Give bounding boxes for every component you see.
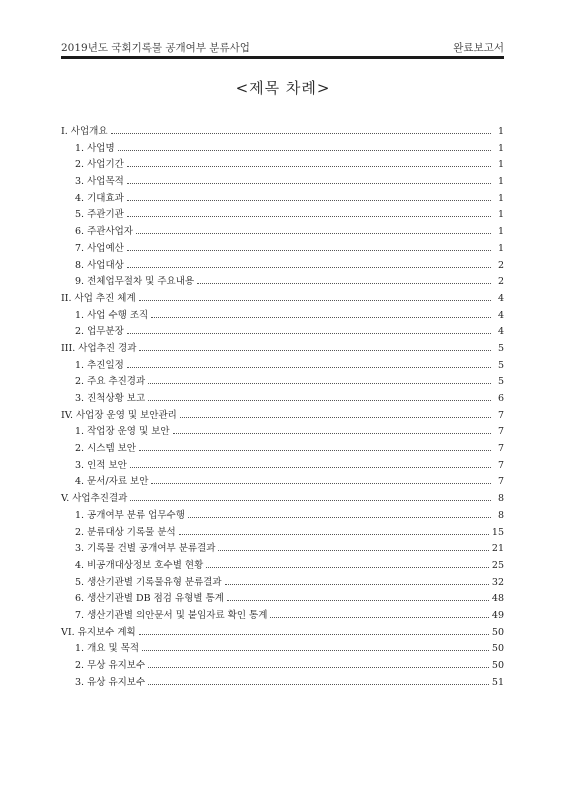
toc-page-number: 7	[497, 409, 504, 421]
toc-dot-leader	[148, 383, 491, 384]
toc-page-number: 7	[497, 426, 504, 438]
header-report-type: 완료보고서	[453, 42, 504, 54]
toc-entry-label: 4. 기대효과	[75, 192, 124, 204]
toc-dot-leader	[130, 500, 491, 501]
toc-dot-leader	[139, 450, 491, 451]
toc-section-entry[interactable]	[61, 491, 504, 508]
toc-subsection-entry[interactable]	[61, 374, 504, 391]
toc-page-number: 32	[491, 576, 504, 588]
toc-dot-leader	[139, 634, 489, 635]
toc-page-number: 2	[497, 276, 504, 288]
toc-dot-leader	[270, 617, 489, 618]
toc-section-entry[interactable]	[61, 124, 504, 141]
toc-entry-label: 9. 전체업무절차 및 주요내용	[75, 276, 195, 288]
toc-dot-leader	[227, 600, 489, 601]
toc-page-number: 4	[497, 292, 504, 304]
toc-page-number: 48	[491, 593, 504, 605]
table-of-contents	[61, 124, 504, 691]
toc-dot-leader	[136, 233, 491, 234]
toc-entry-label: 6. 생산기관별 DB 점검 유형별 통계	[75, 593, 224, 605]
toc-page-number: 51	[491, 676, 504, 688]
toc-dot-leader	[206, 567, 489, 568]
toc-entry-label: 7. 생산기관별 의안문서 및 붙임자료 확인 통계	[75, 609, 268, 621]
toc-subsection-entry[interactable]	[61, 424, 504, 441]
toc-dot-leader	[111, 133, 491, 134]
toc-subsection-entry[interactable]	[61, 207, 504, 224]
toc-subsection-entry[interactable]	[61, 675, 504, 692]
toc-page-number: 6	[497, 393, 504, 404]
toc-page-number: 50	[491, 660, 504, 671]
toc-entry-label: 3. 사업목적	[75, 176, 124, 188]
toc-page-number: 5	[497, 342, 504, 354]
toc-dot-leader	[127, 200, 491, 201]
toc-page-number: 50	[491, 626, 504, 638]
toc-dot-leader	[127, 267, 491, 268]
toc-entry-label: 2. 무상 유지보수	[75, 660, 146, 671]
toc-page-number: 1	[497, 142, 504, 154]
toc-page-number: 1	[497, 126, 504, 137]
toc-entry-label: 1. 개요 및 목적	[75, 643, 140, 655]
toc-subsection-entry[interactable]	[61, 575, 504, 592]
toc-subsection-entry[interactable]	[61, 541, 504, 558]
toc-section-entry[interactable]	[61, 408, 504, 425]
toc-entry-label: 4. 비공개대상정보 호수별 현황	[75, 559, 204, 571]
toc-entry-label: 2. 시스템 보안	[75, 443, 136, 455]
toc-subsection-entry[interactable]	[61, 608, 504, 625]
toc-dot-leader	[188, 517, 491, 518]
toc-entry-label: 2. 업무분장	[75, 326, 124, 338]
toc-entry-label: 1. 작업장 운영 및 보안	[75, 426, 170, 438]
toc-dot-leader	[151, 317, 491, 318]
toc-subsection-entry[interactable]	[61, 441, 504, 458]
toc-subsection-entry[interactable]	[61, 658, 504, 675]
toc-dot-leader	[179, 534, 489, 535]
toc-dot-leader	[127, 367, 491, 368]
toc-page-number: 5	[497, 359, 504, 371]
toc-entry-label: 6. 주관사업자	[75, 226, 133, 238]
toc-subsection-entry[interactable]	[61, 324, 504, 341]
toc-dot-leader	[127, 216, 491, 217]
toc-page-number: 8	[497, 493, 504, 505]
toc-entry-label: 1. 사업 수행 조직	[75, 309, 149, 321]
toc-subsection-entry[interactable]	[61, 308, 504, 325]
toc-page-number: 25	[491, 559, 504, 571]
toc-heading: <제목 차례>	[235, 79, 331, 97]
toc-dot-leader	[118, 150, 491, 151]
toc-entry-label: 3. 유상 유지보수	[75, 676, 146, 688]
toc-entry-label: 2. 분류대상 기록물 분석	[75, 526, 176, 538]
toc-dot-leader	[127, 250, 491, 251]
toc-page-number: 1	[497, 192, 504, 204]
page-header	[61, 38, 504, 56]
toc-dot-leader	[127, 183, 491, 184]
toc-subsection-entry[interactable]	[61, 258, 504, 275]
toc-entry-label: 2. 사업기간	[75, 159, 124, 171]
toc-dot-leader	[180, 417, 491, 418]
toc-subsection-entry[interactable]	[61, 224, 504, 241]
toc-subsection-entry[interactable]	[61, 458, 504, 475]
toc-dot-leader	[151, 483, 491, 484]
toc-page-number: 5	[497, 376, 504, 388]
toc-dot-leader	[197, 283, 491, 284]
toc-dot-leader	[142, 650, 489, 651]
header-project-title: 2019년도 국회기록물 공개여부 분류사업	[61, 42, 250, 54]
toc-subsection-entry[interactable]	[61, 641, 504, 658]
toc-subsection-entry[interactable]	[61, 358, 504, 375]
toc-subsection-entry[interactable]	[61, 174, 504, 191]
toc-page-number: 1	[497, 209, 504, 221]
toc-subsection-entry[interactable]	[61, 157, 504, 174]
toc-page-number: 4	[497, 326, 504, 338]
toc-section-entry[interactable]	[61, 291, 504, 308]
toc-entry-label: 3. 기록물 건별 공개여부 분류결과	[75, 543, 216, 555]
toc-entry-label: 3. 인적 보안	[75, 459, 127, 471]
toc-entry-label: 3. 진척상황 보고	[75, 393, 146, 404]
toc-subsection-entry[interactable]	[61, 525, 504, 542]
toc-entry-label: II. 사업 추진 체계	[61, 292, 136, 304]
toc-dot-leader	[139, 350, 491, 351]
toc-entry-label: 1. 공개여부 분류 업무수행	[75, 509, 185, 521]
toc-page-number: 7	[497, 443, 504, 455]
toc-page-number: 21	[491, 543, 504, 555]
toc-entry-label: 8. 사업대상	[75, 259, 124, 271]
toc-dot-leader	[218, 550, 488, 551]
toc-dot-leader	[148, 400, 491, 401]
toc-entry-label: 1. 사업명	[75, 142, 115, 154]
toc-subsection-entry[interactable]	[61, 241, 504, 258]
toc-entry-label: I. 사업개요	[61, 126, 108, 137]
toc-page-number: 4	[497, 309, 504, 321]
toc-dot-leader	[127, 333, 491, 334]
toc-dot-leader	[225, 584, 489, 585]
toc-dot-leader	[127, 166, 491, 167]
toc-entry-label: VI. 유지보수 계획	[61, 626, 136, 638]
toc-entry-label: 4. 문서/자료 보안	[75, 476, 149, 488]
toc-section-entry[interactable]	[61, 625, 504, 642]
toc-page-number: 1	[497, 176, 504, 188]
toc-entry-label: V. 사업추진결과	[61, 493, 128, 505]
toc-entry-label: 2. 주요 추진경과	[75, 376, 146, 388]
toc-dot-leader	[130, 467, 491, 468]
toc-entry-label: 1. 추진일정	[75, 359, 124, 371]
toc-dot-leader	[139, 300, 491, 301]
toc-page-number: 8	[497, 509, 504, 521]
toc-page-number: 1	[497, 226, 504, 238]
toc-dot-leader	[148, 684, 489, 685]
toc-subsection-entry[interactable]	[61, 391, 504, 408]
toc-subsection-entry[interactable]	[61, 558, 504, 575]
toc-dot-leader	[148, 667, 489, 668]
toc-subsection-entry[interactable]	[61, 508, 504, 525]
toc-entry-label: 5. 생산기관별 기록물유형 분류결과	[75, 576, 222, 588]
toc-page-number: 49	[491, 609, 504, 621]
toc-entry-label: IV. 사업장 운영 및 보안관리	[61, 409, 177, 421]
toc-subsection-entry[interactable]	[61, 191, 504, 208]
header-divider	[61, 56, 504, 59]
toc-entry-label: 5. 주관기관	[75, 209, 124, 221]
toc-subsection-entry[interactable]	[61, 274, 504, 291]
toc-entry-label: III. 사업추진 경과	[61, 342, 137, 354]
toc-section-entry[interactable]	[61, 341, 504, 358]
toc-page-number: 2	[497, 259, 504, 271]
toc-page-number: 50	[491, 643, 504, 655]
toc-page-number: 7	[497, 476, 504, 488]
toc-subsection-entry[interactable]	[61, 141, 504, 158]
toc-page-number: 7	[497, 459, 504, 471]
toc-page-number: 1	[497, 159, 504, 171]
toc-subsection-entry[interactable]	[61, 474, 504, 491]
toc-dot-leader	[173, 433, 491, 434]
toc-page-number: 15	[491, 526, 504, 538]
toc-entry-label: 7. 사업예산	[75, 242, 124, 254]
toc-page-number: 1	[497, 242, 504, 254]
toc-subsection-entry[interactable]	[61, 591, 504, 608]
